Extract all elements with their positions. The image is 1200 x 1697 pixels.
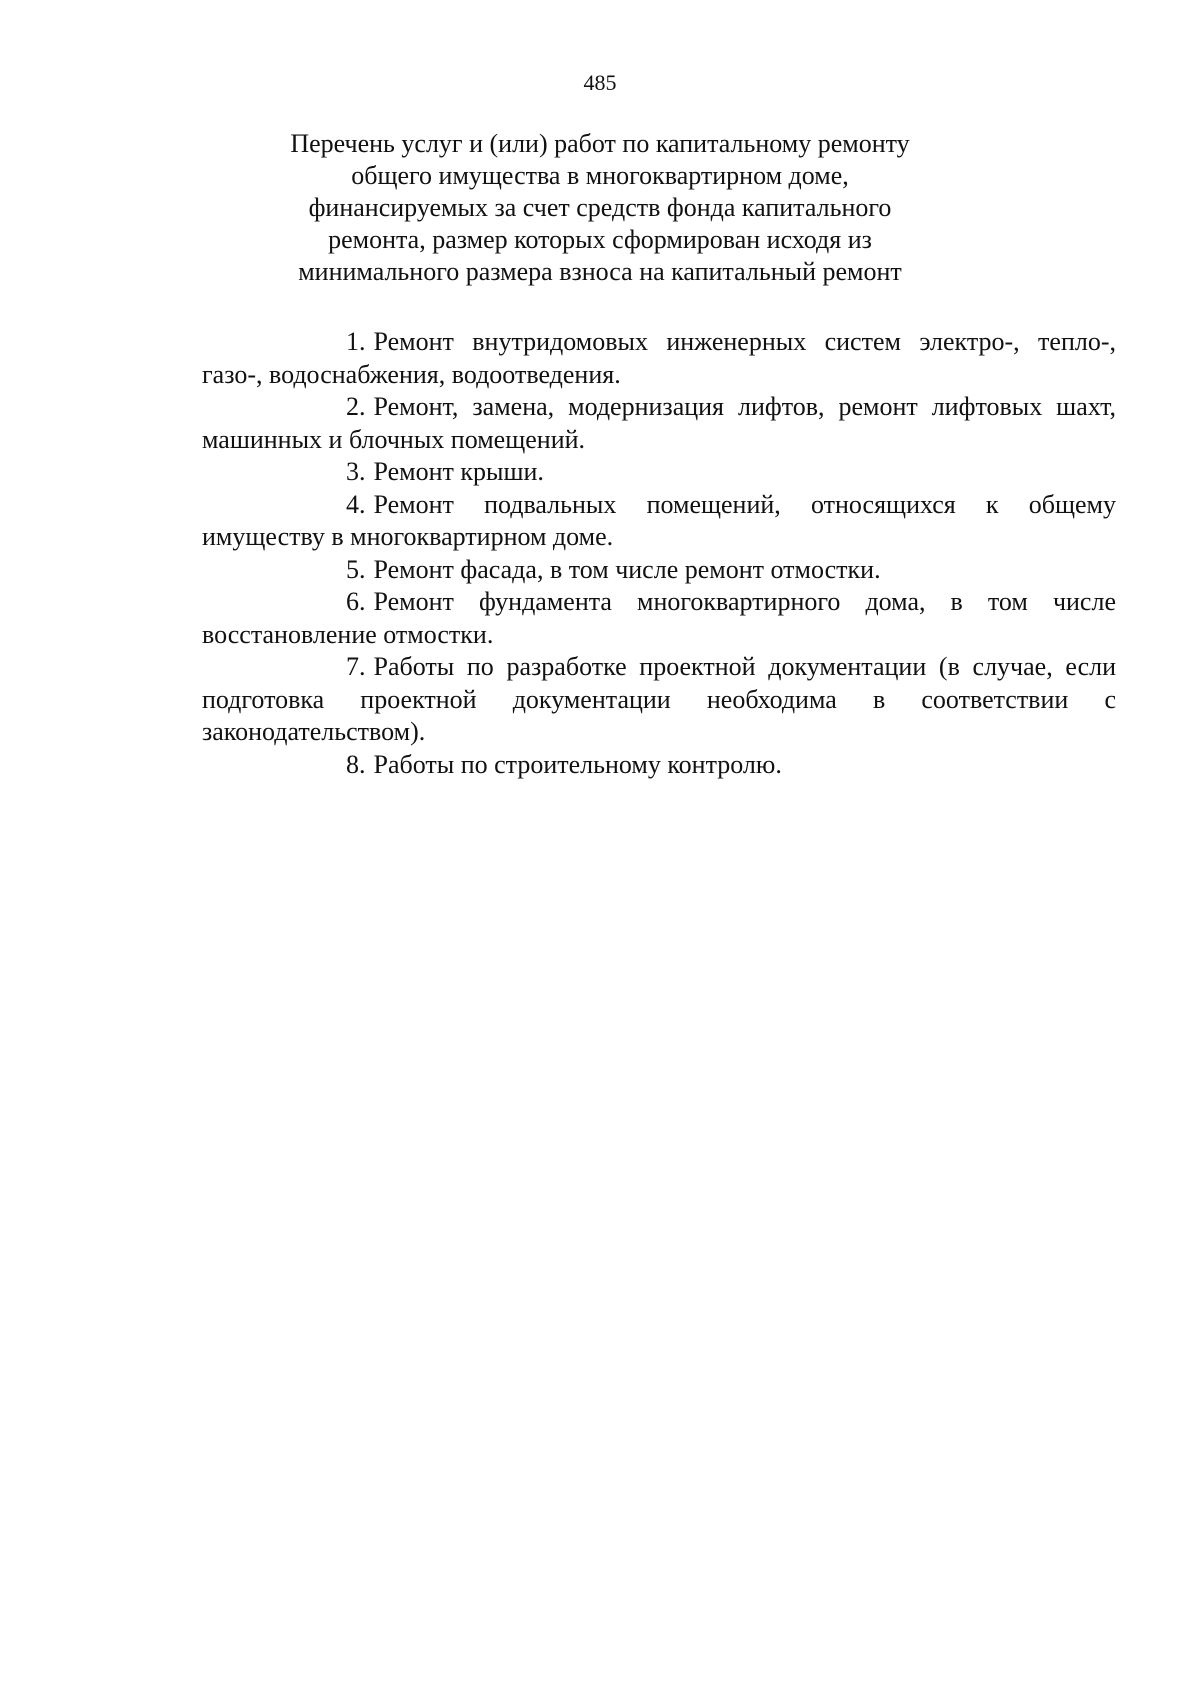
item-number: 7. [346,652,366,681]
title-line: ремонта, размер которых сформирован исходя из [328,225,872,254]
list-item [202,749,1116,782]
list-item [202,651,1116,749]
title-line: Перечень услуг и (или) работ по капитальному ремонту [290,129,910,158]
item-text: Работы по разработке проектной документации (в случае, если подготовка проектной документации необходима в соответствии с законодательством). [202,652,1116,746]
item-text: Работы по строительному контролю. [373,749,782,779]
item-number: 1. [346,327,366,356]
item-number: 8. [346,749,366,779]
document-title [280,128,920,288]
list-item [202,326,1116,391]
item-text: Ремонт, замена, модернизация лифтов, ремонт лифтовых шахт, машинных и блочных помещений. [202,392,1116,454]
list-item [202,586,1116,651]
item-text: Ремонт фундамента многоквартирного дома, в том числе восстановление отмостки. [202,587,1116,649]
list-item [202,489,1116,554]
item-number: 6. [346,587,366,616]
list-item [202,554,1116,587]
item-number: 3. [346,457,366,486]
item-text: Ремонт крыши. [373,457,544,486]
services-list [202,326,1116,781]
title-line: общего имущества в многоквартирном доме, [351,161,849,190]
item-text: Ремонт подвальных помещений, относящихся к общему имуществу в многоквартирном доме. [202,489,1116,551]
list-item [202,391,1116,456]
title-line: минимального размера взноса на капитальный ремонт [298,257,902,286]
item-number: 2. [346,392,366,421]
item-text: Ремонт фасада, в том числе ремонт отмостки. [373,554,881,584]
item-number: 4. [346,489,366,519]
page-number: 485 [583,70,617,95]
list-item [202,456,1116,489]
item-text: Ремонт внутридомовых инженерных систем электро-, тепло-, газо-, водоснабжения, водоотведения. [202,327,1116,389]
title-line: финансируемых за счет средств фонда капитального [308,193,892,222]
item-number: 5. [346,554,366,584]
